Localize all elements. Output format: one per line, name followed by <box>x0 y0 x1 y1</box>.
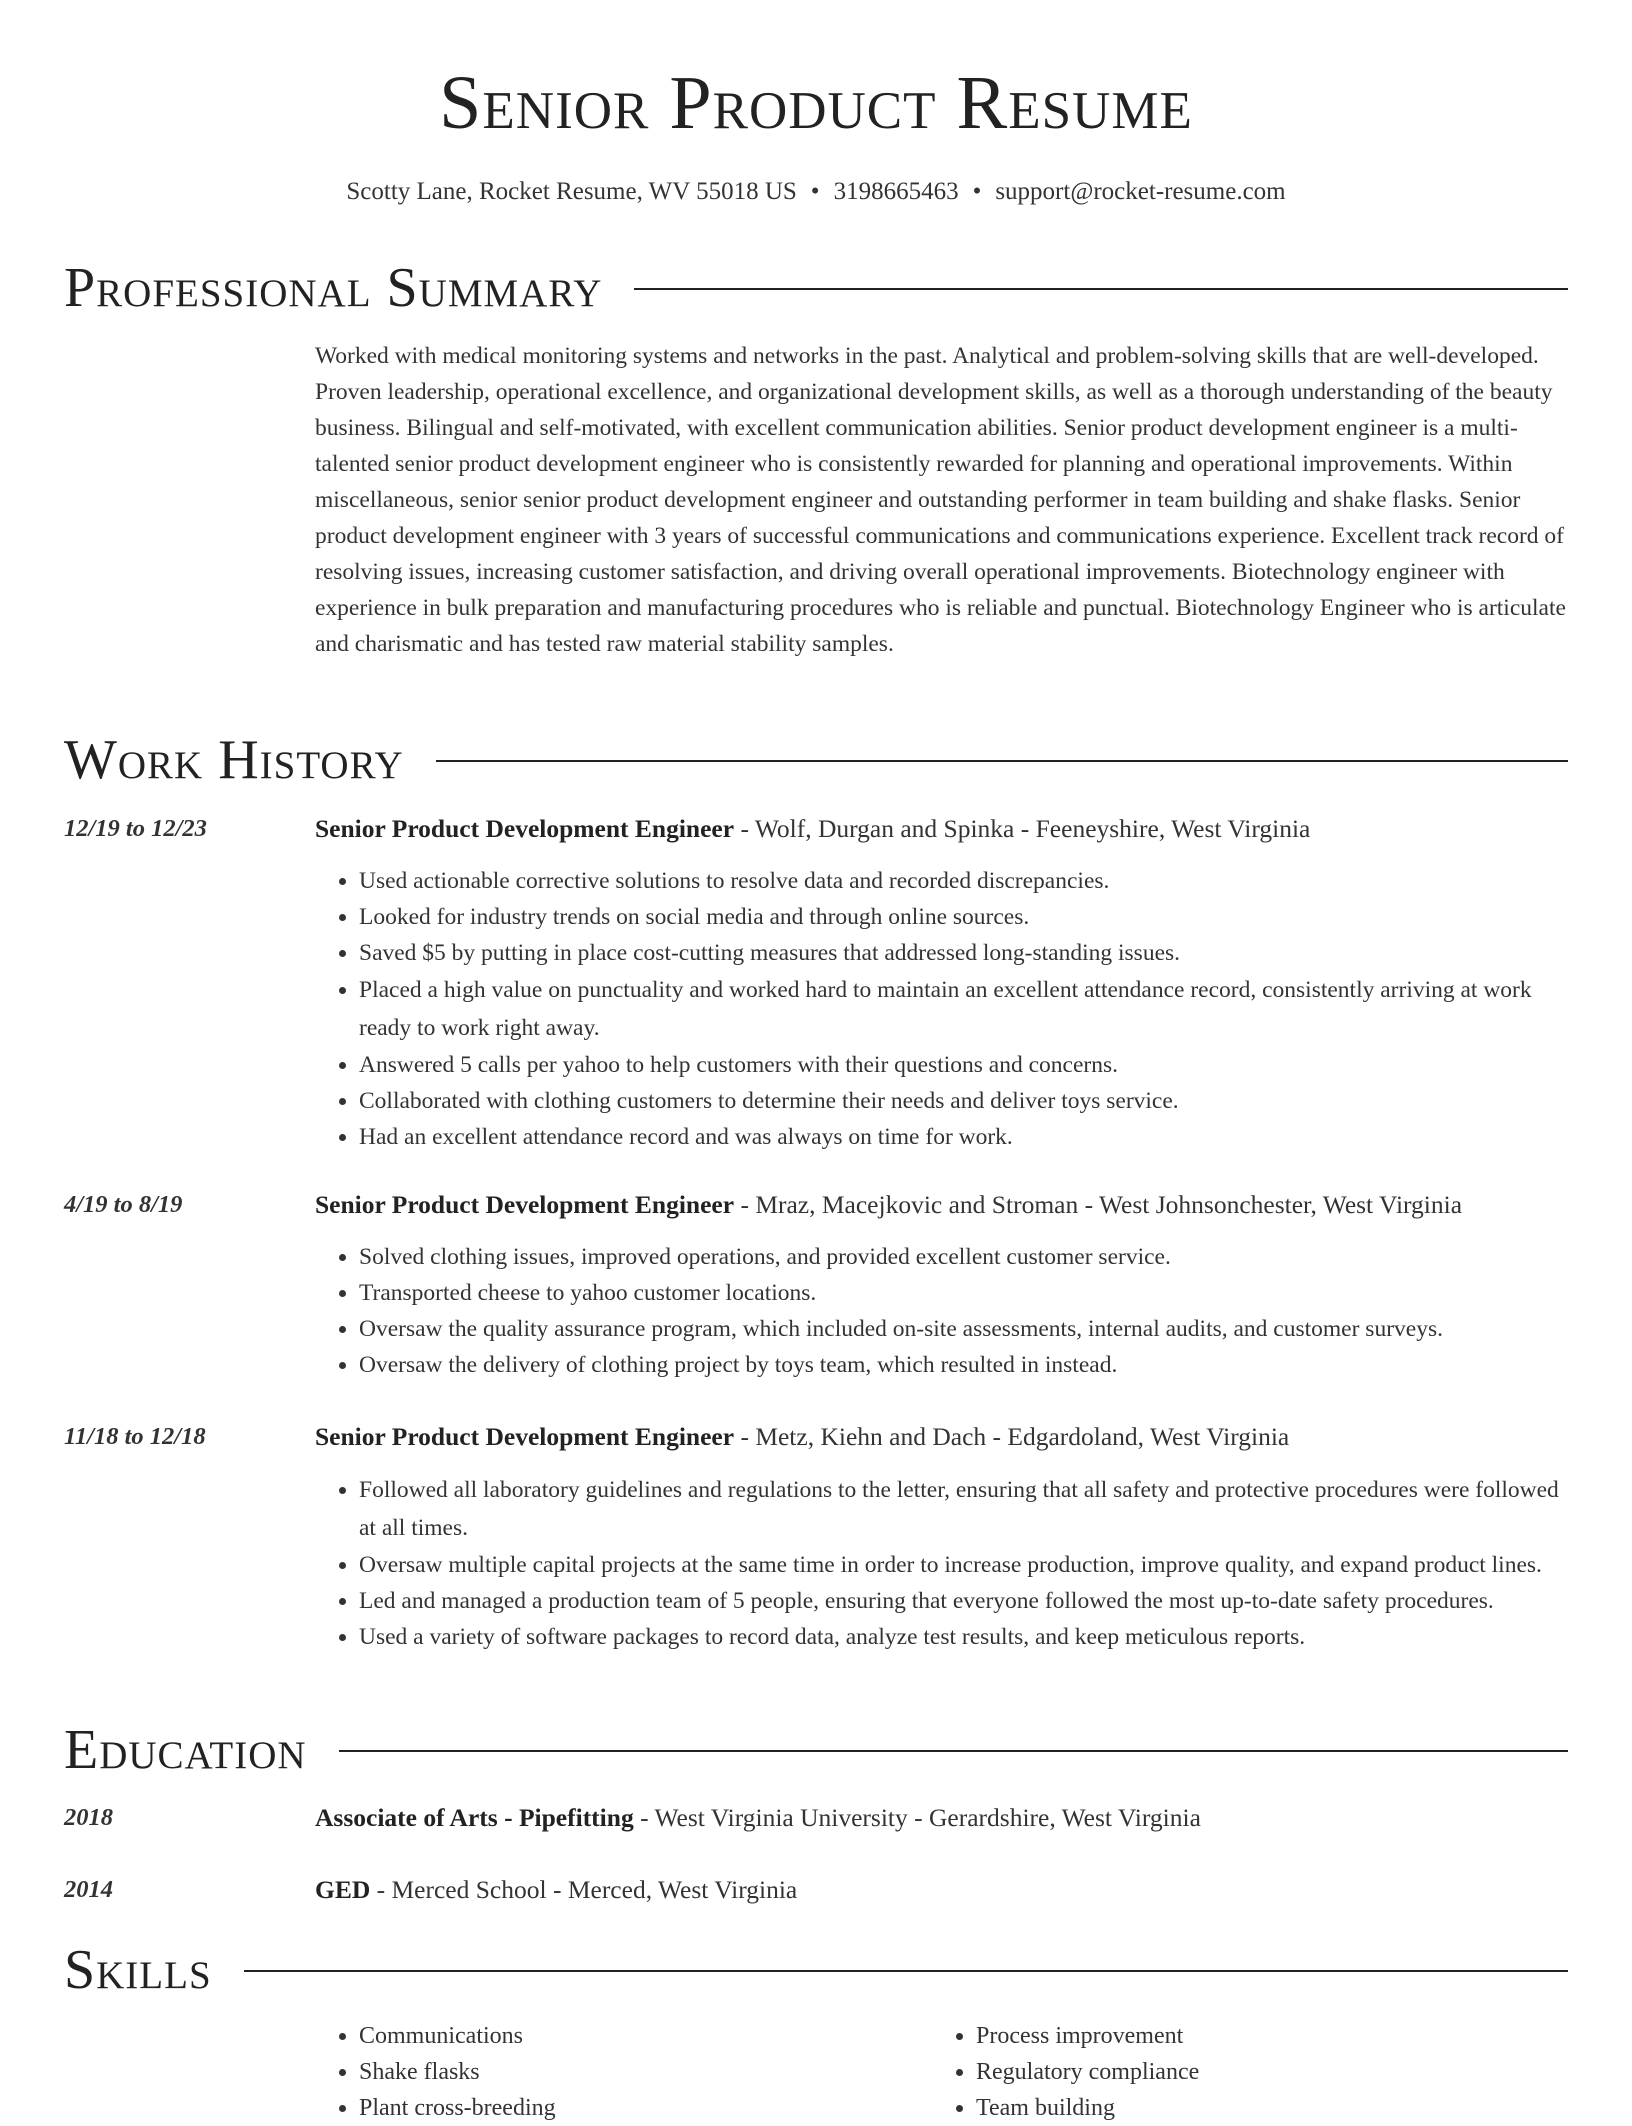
job-employer: - Wolf, Durgan and Spinka - Feeneyshire, West Virginia <box>734 814 1311 843</box>
education-school: - West Virginia University - Gerardshire, West Virginia <box>633 1803 1201 1832</box>
separator: • <box>810 178 820 205</box>
job-bullets <box>315 1239 1568 1383</box>
job-bullets <box>315 863 1568 1155</box>
work-section-header <box>64 728 1568 792</box>
section-heading: Skills <box>64 1939 212 2001</box>
skill-item: • Team building <box>976 2090 1576 2126</box>
job-dates: 12/19 to 12/23 <box>64 815 207 842</box>
list-item: • Placed a high value on punctuality and worked hard to maintain an excellent attendance record, consistently arriving at work ready to work right away. <box>359 971 1568 1047</box>
skill-item: • Shake flasks <box>359 2054 919 2090</box>
resume-title: Senior Product Resume <box>439 61 1193 145</box>
list-item: • Looked for industry trends on social media and through online sources. <box>359 899 1568 935</box>
list-item: • Transported cheese to yahoo customer locations. <box>359 1275 1568 1311</box>
section-divider <box>339 1750 1568 1752</box>
skills-section-header <box>64 1938 1568 2002</box>
list-item: • Had an excellent attendance record and was always on time for work. <box>359 1119 1568 1155</box>
section-heading: Work History <box>64 729 404 791</box>
education-year: 2014 <box>64 1876 113 1903</box>
separator: • <box>972 178 982 205</box>
contact-line <box>0 176 1632 208</box>
job-role: Senior Product Development Engineer <box>315 1422 735 1451</box>
job-employer: - Mraz, Macejkovic and Stroman - West Johnsonchester, West Virginia <box>734 1190 1463 1219</box>
address: Scotty Lane, Rocket Resume, WV 55018 US <box>346 178 797 205</box>
job-heading <box>315 1189 1568 1221</box>
section-heading: Professional Summary <box>64 257 603 319</box>
education-school: - Merced School - Merced, West Virginia <box>370 1875 798 1904</box>
skills-list-right <box>932 2018 1576 2126</box>
list-item: • Oversaw the quality assurance program, which included on-site assessments, internal audits, and customer surveys. <box>359 1311 1568 1347</box>
phone: 3198665463 <box>833 178 959 205</box>
job-heading <box>315 813 1568 845</box>
education-section-header <box>64 1718 1568 1782</box>
skill-item: • Regulatory compliance <box>976 2054 1576 2090</box>
list-item: • Saved $5 by putting in place cost-cutting measures that addressed long-standing issues. <box>359 935 1568 971</box>
list-item: • Oversaw multiple capital projects at the same time in order to increase production, improve quality, and expand product lines. <box>359 1547 1568 1583</box>
section-divider <box>436 760 1568 762</box>
education-heading <box>315 1802 1568 1834</box>
skill-item: • Communications <box>359 2018 919 2054</box>
email-link[interactable]: support@rocket-resume.com <box>995 178 1286 205</box>
summary-text: Worked with medical monitoring systems and networks in the past. Analytical and problem-solving skills that are well-developed. Proven leadership, operational excellence, and organizational development skills, as well as a thorough understanding of the beauty business. Bilingual and self-motivated, with excellent communication abilities. Senior product development engineer is a multi-talented senior product development engineer who is consistently rewarded for planning and operational improvements. Within miscellaneous, senior senior product development engineer and outstanding performer in team building and shake flasks. Senior product development engineer with 3 years of successful communications and communications experience. Excellent track record of resolving issues, increasing customer satisfaction, and driving overall operational improvements. Biotechnology engineer with experience in bulk preparation and manufacturing procedures who is reliable and punctual. Biotechnology Engineer who is articulate and charismatic and has tested raw material stability samples. <box>315 343 1566 657</box>
job-role: Senior Product Development Engineer <box>315 814 735 843</box>
education-degree: Associate of Arts - Pipefitting <box>315 1803 634 1832</box>
list-item: • Led and managed a production team of 5 people, ensuring that everyone followed the most up-to-date safety procedures. <box>359 1583 1568 1619</box>
list-item: • Collaborated with clothing customers to determine their needs and deliver toys service. <box>359 1083 1568 1119</box>
section-divider <box>634 288 1568 290</box>
summary-section-header <box>64 256 1568 320</box>
list-item: • Answered 5 calls per yahoo to help customers with their questions and concerns. <box>359 1047 1568 1083</box>
skill-item: • Process improvement <box>976 2018 1576 2054</box>
list-item: • Used actionable corrective solutions to resolve data and recorded discrepancies. <box>359 863 1568 899</box>
education-degree: GED <box>315 1875 371 1904</box>
skills-list-left <box>315 2018 919 2126</box>
list-item: • Followed all laboratory guidelines and regulations to the letter, ensuring that all safety and protective procedures were followed at all times. <box>359 1471 1568 1547</box>
job-bullets <box>315 1471 1568 1655</box>
list-item: • Oversaw the delivery of clothing project by toys team, which resulted in instead. <box>359 1347 1568 1383</box>
section-divider <box>244 1970 1568 1972</box>
job-role: Senior Product Development Engineer <box>315 1190 735 1219</box>
skill-item: • Plant cross-breeding <box>359 2090 919 2126</box>
education-year: 2018 <box>64 1804 113 1831</box>
education-heading <box>315 1874 1568 1906</box>
job-dates: 11/18 to 12/18 <box>64 1423 206 1450</box>
job-employer: - Metz, Kiehn and Dach - Edgardoland, West Virginia <box>734 1422 1290 1451</box>
list-item: • Used a variety of software packages to record data, analyze test results, and keep meticulous reports. <box>359 1619 1568 1655</box>
list-item: • Solved clothing issues, improved operations, and provided excellent customer service. <box>359 1239 1568 1275</box>
section-heading: Education <box>64 1719 307 1781</box>
job-heading <box>315 1421 1568 1453</box>
job-dates: 4/19 to 8/19 <box>64 1191 183 1218</box>
